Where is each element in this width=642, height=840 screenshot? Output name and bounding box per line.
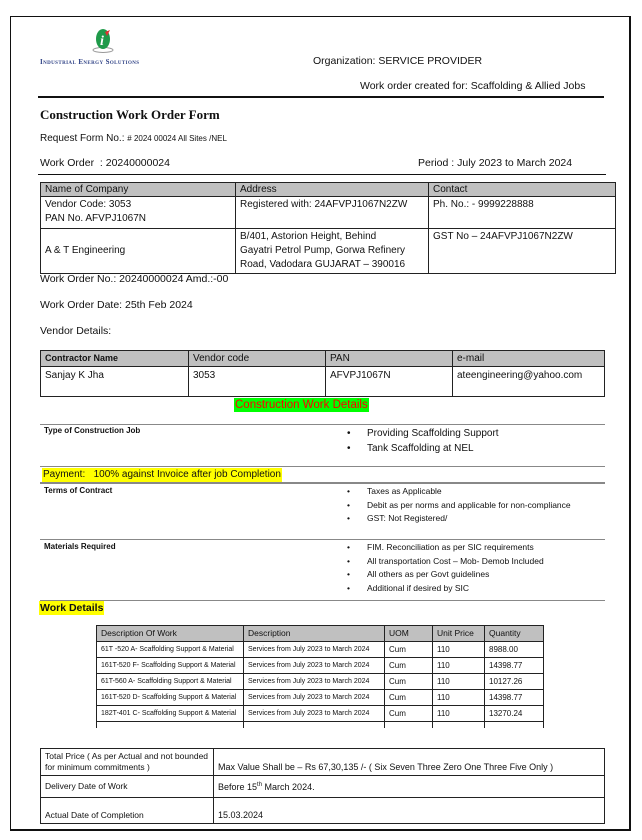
uom: Cum [385,674,433,690]
delivery-date-ordinal: th [257,782,263,788]
list-item: • Taxes as Applicable [345,485,575,499]
list-item: • FIM. Reconciliation as per SIC requirements [345,541,605,555]
list-item: • GST: Not Registered/ [345,512,575,526]
vendor-table [40,350,605,397]
list-item: • Tank Scaffolding at NEL [345,441,499,456]
table-row [97,658,544,674]
header-uom: UOM [385,626,433,642]
address-cell [236,229,429,274]
table-row [97,642,544,658]
organization-line [313,55,482,67]
header-contractor-name: Contractor Name [41,351,189,367]
delivery-date-suffix: March 2024. [262,782,315,792]
section-divider [40,482,605,484]
quantity: 13270.24 [485,706,544,722]
vendor-code-cell [41,197,236,229]
phone-cell: Ph. No.: - 9999228888 [429,197,616,229]
header-description: Description [244,626,385,642]
work-description: 182T-401 C- Scaffolding Support & Material [97,706,244,722]
unit-price: 110 [433,642,485,658]
address-line: Road, Vadodara GUJARAT – 390016 [240,259,406,270]
request-form-value: # 2024 00024 All Sites /NEL [127,134,227,143]
work-order-date-value: 25th Feb 2024 [125,299,193,311]
work-description: 61T -520 A- Scaffolding Support & Material [97,642,244,658]
table-row [41,197,616,229]
section-divider [40,539,605,540]
uom: Cum [385,658,433,674]
terms-list [345,485,575,526]
work-description: 161T-520 F- Scaffolding Support & Material [97,658,244,674]
table-spacer-row [97,722,544,728]
quantity: 14398.77 [485,690,544,706]
pan: AFVPJ1067N [326,367,453,397]
company-table-header [41,183,616,197]
period-label: Period : [418,157,455,169]
company-table [40,182,616,274]
vendor-code: Vendor Code: 3053 [45,199,132,210]
vendor-table-header [41,351,605,367]
work-description: 161T-520 D- Scaffolding Support & Material [97,690,244,706]
delivery-date-label: Delivery Date of Work [41,776,214,798]
header-email: e-mail [453,351,605,367]
total-price-value: Max Value Shall be – Rs 67,30,135 /- ( Six Seven Three Zero One Three Five Only ) [214,749,605,776]
unit-price: 110 [433,674,485,690]
list-item: • All transportation Cost – Mob- Demob Included [345,555,605,569]
section-divider [40,600,605,601]
payment-terms: Payment: 100% against Invoice after job Completion [43,469,281,480]
list-item: • Debit as per norms and applicable for non-compliance [345,499,575,513]
form-title: Construction Work Order Form [40,107,220,122]
materials-required-label: Materials Required [44,542,116,551]
uom: Cum [385,690,433,706]
organization-value: SERVICE PROVIDER [378,55,483,67]
created-for-line [360,80,586,92]
uom: Cum [385,706,433,722]
list-item: • Additional if desired by SIC [345,582,605,596]
work-order-date-line [40,299,193,311]
vendor-details-label: Vendor Details: [40,325,112,337]
header-unit-price: Unit Price [433,626,485,642]
section-divider [40,424,605,425]
work-description: 61T-560 A- Scaffolding Support & Material [97,674,244,690]
total-price-label: Total Price ( As per Actual and not bounded for minimum commitments ) [41,749,214,776]
svg-text:i: i [100,34,104,49]
header-contact: Contact [429,183,616,197]
request-form-label: Request Form No.: [40,133,125,144]
company-logo [40,28,170,68]
work-details-label: Work Details [40,602,104,614]
work-order-value: 20240000024 [105,157,170,169]
header-name-of-company: Name of Company [41,183,236,197]
delivery-date-prefix: Before 15 [218,782,258,792]
header-pan: PAN [326,351,453,367]
company-name-cell: A & T Engineering [41,229,236,274]
table-row [41,229,616,274]
request-form-line [40,133,227,144]
uom: Cum [385,642,433,658]
header-address: Address [236,183,429,197]
logo-icon [92,28,114,54]
work-order-date-label: Work Order Date: [40,299,123,311]
list-item: • All others as per Govt guidelines [345,568,605,582]
work-order-number-value: 20240000024 Amd.:-00 [119,273,229,285]
address-line: Gayatri Petrol Pump, Gorwa Refinery [240,245,406,256]
work-items-table [96,625,544,728]
type-of-job-label: Type of Construction Job [44,426,141,435]
period-line [418,157,572,169]
terms-of-contract-label: Terms of Contract [44,486,113,495]
unit-price: 110 [433,706,485,722]
construction-work-details-title: Construction Work Details [235,399,368,411]
service-period: Services from July 2023 to March 2024 [244,706,385,722]
section-divider [40,466,605,467]
quantity: 14398.77 [485,658,544,674]
work-order-divider [38,174,606,175]
gst-cell: GST No – 24AFVPJ1067N2ZW [429,229,616,274]
organization-label: Organization: [313,55,376,67]
table-row [97,674,544,690]
header-divider [38,96,604,98]
service-period: Services from July 2023 to March 2024 [244,658,385,674]
list-item: • Providing Scaffolding Support [345,426,499,441]
service-period: Services from July 2023 to March 2024 [244,642,385,658]
header-vendor-code: Vendor code [189,351,326,367]
period-value: July 2023 to March 2024 [457,157,573,169]
pan-number: PAN No. AFVPJ1067N [45,213,146,224]
created-for-value: Scaffolding & Allied Jobs [470,80,586,92]
email: ateengineering@yahoo.com [453,367,605,397]
delivery-date-value [214,776,605,798]
work-order-number-label: Work Order No.: [40,273,117,285]
address-line: B/401, Astorion Height, Behind [240,231,377,242]
logo-text: Industrial Energy Solutions [40,58,140,66]
contractor-name: Sanjay K Jha [41,367,189,397]
vendor-code: 3053 [189,367,326,397]
completion-date-value: 15.03.2024 [214,798,605,824]
table-row [41,776,605,798]
registration-cell: Registered with: 24AFVPJ1067N2ZW [236,197,429,229]
materials-list [345,541,605,595]
type-of-job-list [345,426,499,456]
work-order-line [40,157,170,169]
work-order-label: Work Order : [40,157,103,169]
table-row [97,706,544,722]
header-quantity: Quantity [485,626,544,642]
quantity: 10127.26 [485,674,544,690]
created-for-label: Work order created for: [360,80,468,92]
table-row [41,798,605,824]
service-period: Services from July 2023 to March 2024 [244,674,385,690]
table-row [97,690,544,706]
completion-date-label: Actual Date of Completion [41,798,214,824]
unit-price: 110 [433,690,485,706]
table-row [41,749,605,776]
unit-price: 110 [433,658,485,674]
header-description-of-work: Description Of Work [97,626,244,642]
service-period: Services from July 2023 to March 2024 [244,690,385,706]
summary-table [40,748,605,824]
work-items-header [97,626,544,642]
table-row [41,367,605,397]
work-order-number-line [40,273,228,285]
quantity: 8988.00 [485,642,544,658]
